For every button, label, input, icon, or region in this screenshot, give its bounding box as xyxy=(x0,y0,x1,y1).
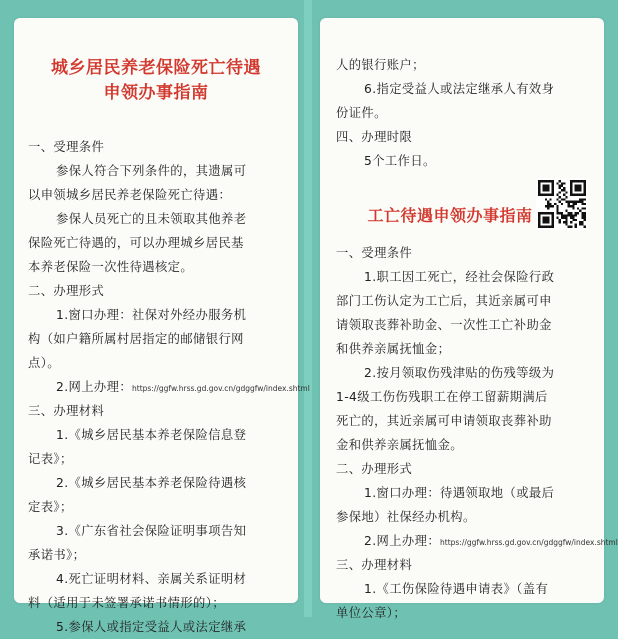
line-text: 点）。 xyxy=(28,356,60,370)
text-line xyxy=(336,289,600,313)
line-text: 人的银行账户； xyxy=(336,58,425,72)
text-line xyxy=(28,543,290,567)
line-text: 二、办理形式 xyxy=(336,462,413,476)
text-line xyxy=(28,255,290,279)
text-line xyxy=(336,265,600,289)
line-text: 请领取丧葬补助金、一次性工亡补助金 xyxy=(336,318,552,332)
line-text: 金和供养亲属抚恤金。 xyxy=(336,438,463,452)
text-line xyxy=(28,231,290,255)
text-line xyxy=(28,615,290,639)
line-text: 构（如户籍所属村居指定的邮储银行网 xyxy=(28,332,244,346)
line-text: 死亡的，其近亲属可申请领取丧葬补助 xyxy=(336,414,552,428)
line-text: 一、受理条件 xyxy=(336,246,413,260)
text-line xyxy=(28,279,290,303)
line-text: 5.参保人或指定受益人或法定继承 xyxy=(56,620,247,634)
text-line xyxy=(28,567,290,591)
line-text: 一、受理条件 xyxy=(28,140,105,154)
text-line xyxy=(336,553,600,577)
text-line xyxy=(28,399,290,423)
right-card xyxy=(320,18,618,620)
line-text: 3.《广东省社会保险证明事项告知 xyxy=(56,524,247,538)
text-line xyxy=(336,361,600,385)
text-line xyxy=(28,519,290,543)
text-line xyxy=(28,423,290,447)
line-text: 二、办理形式 xyxy=(28,284,105,298)
text-line xyxy=(336,577,600,601)
line-text: 本养老保险一次性待遇核定。 xyxy=(28,260,194,274)
line-text: 料（适用于未签署承诺书情形的）； xyxy=(28,596,226,610)
text-line xyxy=(28,471,290,495)
text-line xyxy=(28,375,310,399)
line-text: 单位公章）； xyxy=(336,606,407,620)
text-line xyxy=(336,409,600,433)
text-line xyxy=(336,101,598,125)
line-text: 2.《城乡居民基本养老保险待遇核 xyxy=(56,476,247,490)
text-line xyxy=(336,125,598,149)
line-text: 1-4级工伤伤残职工在停工留薪期满后 xyxy=(336,390,548,404)
line-text: 5个工作日。 xyxy=(364,154,436,168)
text-line xyxy=(336,77,598,101)
text-line xyxy=(28,327,290,351)
left-title-line2: 申领办事指南 xyxy=(103,83,209,103)
left-card xyxy=(14,18,310,634)
text-line xyxy=(336,149,598,173)
line-text: 承诺书》； xyxy=(28,548,86,562)
text-line xyxy=(336,53,598,77)
text-line xyxy=(28,135,290,159)
text-line xyxy=(336,529,618,553)
left-content xyxy=(28,135,310,639)
line-text: 2.按月领取伤残津贴的伤残等级为 xyxy=(364,366,555,380)
line-text: 2.网上办理： xyxy=(56,380,133,394)
line-text: 1.《工伤保险待遇申请表》（盖有 xyxy=(364,582,549,596)
line-text: 记表》； xyxy=(28,452,73,466)
text-line xyxy=(336,481,600,505)
text-line xyxy=(336,457,600,481)
text-line xyxy=(28,159,290,183)
line-text: 三、办理材料 xyxy=(336,558,413,572)
right-top-content xyxy=(336,53,598,173)
text-line xyxy=(28,351,290,375)
online-service-link[interactable]: https://ggfw.hrss.gd.gov.cn/gdggfw/index.shtml xyxy=(132,384,310,393)
left-title xyxy=(14,56,298,106)
line-text: 参保地）社保经办机构。 xyxy=(336,510,476,524)
text-line xyxy=(28,447,290,471)
text-line xyxy=(336,505,600,529)
text-line xyxy=(336,241,600,265)
line-text: 4.死亡证明材料、亲属关系证明材 xyxy=(56,572,247,586)
text-line xyxy=(336,385,600,409)
line-text: 参保人员死亡的且未领取其他养老 xyxy=(56,212,247,226)
right-bottom-content xyxy=(336,241,618,625)
text-line xyxy=(28,495,290,519)
text-line xyxy=(336,337,600,361)
line-text: 2.网上办理： xyxy=(364,534,441,548)
line-text: 份证件。 xyxy=(336,106,387,120)
right-title: 工亡待遇申领办事指南 xyxy=(367,206,533,225)
line-text: 6.指定受益人或法定继承人有效身 xyxy=(364,82,555,96)
line-text: 1.《城乡居民基本养老保险信息登 xyxy=(56,428,247,442)
center-divider xyxy=(304,0,312,617)
line-text: 定表》； xyxy=(28,500,73,514)
line-text: 参保人符合下列条件的，其遗属可 xyxy=(56,164,247,178)
line-text: 三、办理材料 xyxy=(28,404,105,418)
line-text: 以申领城乡居民养老保险死亡待遇： xyxy=(28,188,232,202)
left-title-line1: 城乡居民养老保险死亡待遇 xyxy=(51,58,261,78)
text-line xyxy=(336,433,600,457)
text-line xyxy=(28,183,290,207)
text-line xyxy=(28,303,290,327)
text-line xyxy=(336,601,600,625)
line-text: 1.职工因工死亡，经社会保险行政 xyxy=(364,270,555,284)
text-line xyxy=(28,591,290,615)
line-text: 部门工伤认定为工亡后，其近亲属可申 xyxy=(336,294,552,308)
text-line xyxy=(336,313,600,337)
online-service-link[interactable]: https://ggfw.hrss.gd.gov.cn/gdggfw/index.shtml xyxy=(440,538,618,547)
line-text: 1.窗口办理：社保对外经办服务机 xyxy=(56,308,247,322)
line-text: 保险死亡待遇的，可以办理城乡居民基 xyxy=(28,236,244,250)
line-text: 四、办理时限 xyxy=(336,130,413,144)
text-line xyxy=(28,207,290,231)
line-text: 1.窗口办理：待遇领取地（或最后 xyxy=(364,486,555,500)
line-text: 和供养亲属抚恤金； xyxy=(336,342,451,356)
